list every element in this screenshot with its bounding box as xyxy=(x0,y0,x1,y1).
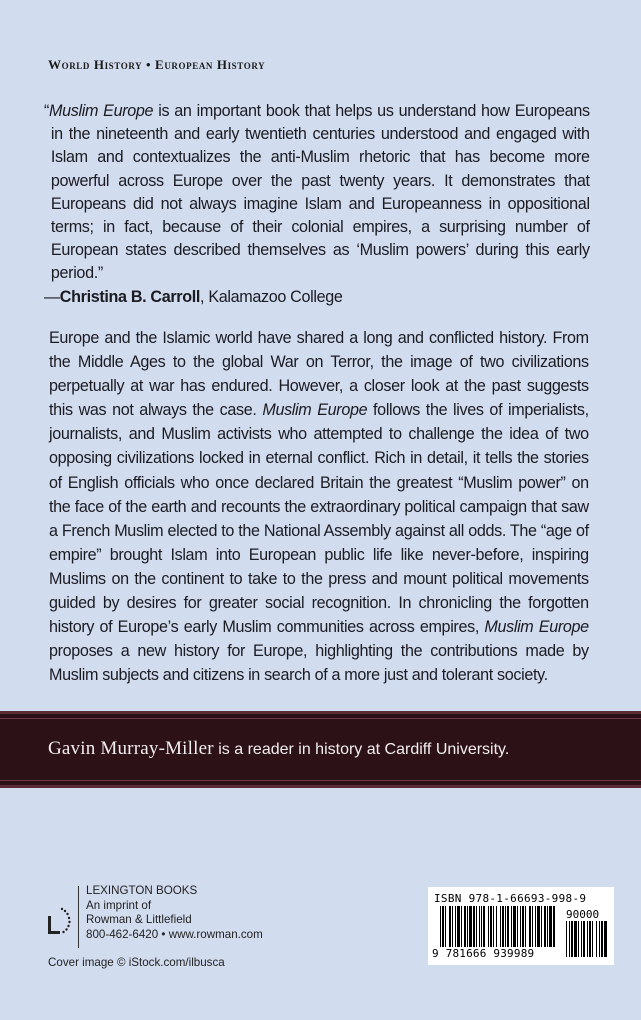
barcode-bar xyxy=(566,921,567,957)
barcode-bar xyxy=(571,921,573,957)
barcode-bar xyxy=(604,921,607,957)
barcode-bar xyxy=(496,906,497,947)
barcode-bar xyxy=(449,906,451,947)
barcode-bar xyxy=(537,906,540,947)
price-code: 90000 xyxy=(566,908,600,921)
barcode-bar xyxy=(574,921,577,957)
barcode-bar xyxy=(505,906,506,947)
barcode-bar xyxy=(529,906,531,947)
barcode-bar xyxy=(452,906,453,947)
quote-text: “Muslim Europe is an important book that helps us understand how Europeans in the nineteenth and early twentieth centuries understood and engaged with Islam and contextualizes the anti-Muslim rhetoric that has become more powerful across Europe over the past twenty years. It demonstrates that Europeans did not always imagine Islam and Europeanness in oppositional terms; in fact, because of their colonial empires, a surprising number of European states described themselves as ‘Muslim powers’ during this early period.” xyxy=(44,102,590,283)
cover-image-credit: Cover image © iStock.com/ilbusca xyxy=(48,956,225,969)
barcode-bar xyxy=(490,906,492,947)
category-line: World History • European History xyxy=(48,57,266,72)
barcode-bar xyxy=(520,906,521,947)
barcode-bar xyxy=(569,921,570,957)
barcode-bar xyxy=(502,906,504,947)
barcode-bar xyxy=(532,906,533,947)
barcode-bar xyxy=(513,906,516,947)
author-bio-band xyxy=(0,711,641,788)
barcode-bar xyxy=(596,921,597,957)
barcode-bar xyxy=(493,906,494,947)
endorser-name: Christina B. Carroll xyxy=(59,287,201,306)
barcode-bar xyxy=(601,921,603,957)
barcode-bar xyxy=(445,906,446,947)
quote-book-title: Muslim Europe xyxy=(49,102,154,120)
quote-attribution: —Christina B. Carroll, Kalamazoo College xyxy=(44,287,343,306)
isbn-number: ISBN 978-1-66693-998-9 xyxy=(434,892,587,905)
barcode-bar xyxy=(467,906,468,947)
barcode-bar xyxy=(517,906,518,947)
barcode-bar xyxy=(461,906,462,947)
publisher-name: LEXINGTON BOOKS xyxy=(86,884,198,897)
barcode-bar xyxy=(469,906,472,947)
barcode-bar xyxy=(500,906,501,947)
barcode-bar xyxy=(457,906,460,947)
barcode-bar xyxy=(541,906,542,947)
endorser-affiliation: , Kalamazoo College xyxy=(200,287,343,306)
imprint-line-2: Rowman & Littlefield xyxy=(86,913,192,927)
barcode-bar xyxy=(587,921,588,957)
barcode-bar xyxy=(442,906,444,947)
isbn-barcode xyxy=(428,887,614,965)
barcode-bar xyxy=(473,906,475,947)
barcode-bar xyxy=(507,906,509,947)
barcode-bar xyxy=(488,906,489,947)
ean-digits: 9 781666 939989 xyxy=(432,947,535,960)
barcode-bar xyxy=(599,921,600,957)
barcode-bar xyxy=(553,906,555,947)
barcode-bar xyxy=(547,906,548,947)
barcode-bar xyxy=(464,906,466,947)
barcode-bar xyxy=(549,906,552,947)
barcode-bar xyxy=(583,921,585,957)
book-description: Europe and the Islamic world have shared a long and conflicted history. From the Middle Ages to the global War on Terror, the image of two civilizations perpetually at war has endured. However, a closer look at the past suggests this was not always the case. Muslim Europe follows the lives of imperialists, journalists, and Muslim activists who attempted to challenge the idea of two opposing civilizations locked in eternal conflict. Rich in detail, it tells the stories of English officials who once declared Britain the greatest “Muslim power” on the face of the earth and recounts the extraordinary political campaign that saw a French Muslim elected to the National Assembly against all odds. The “age of empire” brought Islam into European public life like never-before, inspiring Muslims on the continent to take to the press and mount political movements guided by desires for greater social recognition. In chronicling the forgotten history of Europe’s early Muslim communities across empires, Muslim Europe proposes a new history for Europe, highlighting the contributions made by Muslim subjects and citizens in search of a more just and tolerant society. xyxy=(49,329,589,685)
barcode-bar xyxy=(483,906,485,947)
endorsement-quote xyxy=(44,100,590,309)
publisher-divider xyxy=(78,886,79,948)
barcode-bar xyxy=(476,906,477,947)
blurb-book-title: Muslim Europe xyxy=(484,618,589,637)
barcode-bar xyxy=(592,921,593,957)
barcode-bar xyxy=(481,906,482,947)
barcode-bar xyxy=(511,906,512,947)
barcode-bar xyxy=(544,906,546,947)
blurb-book-title: Muslim Europe xyxy=(262,401,368,420)
publisher-text xyxy=(86,884,263,942)
barcode-bar xyxy=(535,906,536,947)
barcode-bar xyxy=(589,921,591,957)
barcode-bar xyxy=(581,921,582,957)
barcode-bar xyxy=(479,906,480,947)
author-name: Gavin Murray-Miller xyxy=(48,738,214,759)
imprint-line-1: An imprint of xyxy=(86,898,152,912)
barcode-bar xyxy=(522,906,524,947)
barcode-bar xyxy=(455,906,456,947)
publisher-contact: 800-462-6420 • www.rowman.com xyxy=(86,927,263,941)
author-bio: Gavin Murray-Miller is a reader in history at Cardiff University. xyxy=(48,738,510,759)
lexington-logo-icon xyxy=(48,884,74,946)
barcode-bar xyxy=(440,906,441,947)
barcode-bar xyxy=(578,921,579,957)
barcode-bar xyxy=(525,906,526,947)
